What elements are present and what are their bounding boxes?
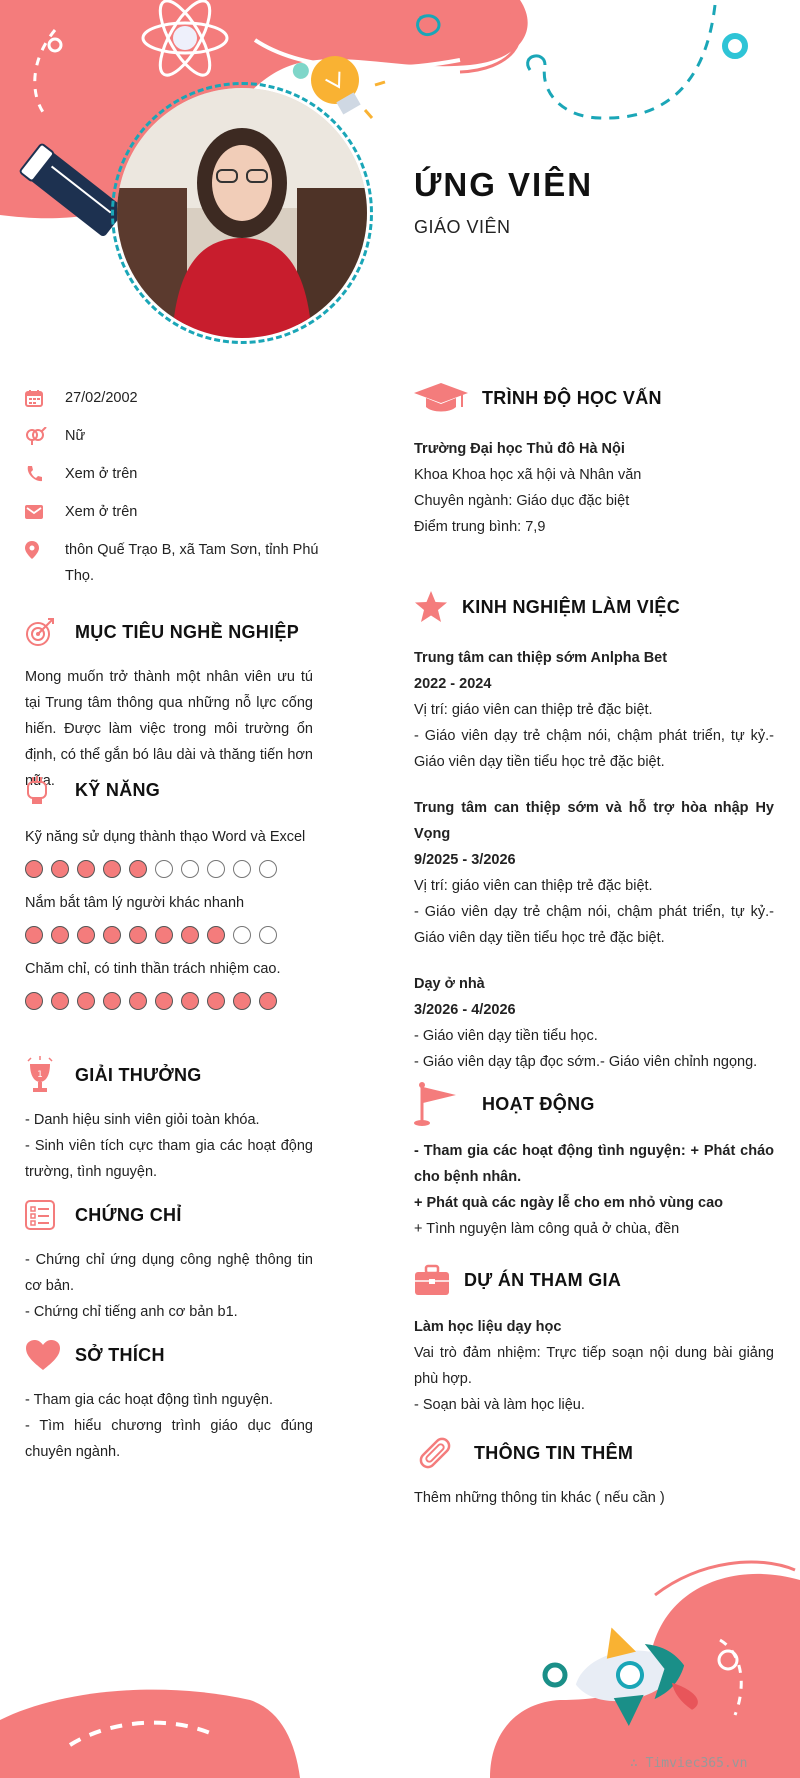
awards-line: - Danh hiệu sinh viên giỏi toàn khóa. <box>25 1112 260 1128</box>
rating-dot-empty <box>207 860 225 878</box>
skill-rating <box>25 860 313 878</box>
rating-dot-filled <box>129 860 147 878</box>
rating-dot-empty <box>233 860 251 878</box>
job-entry <box>414 795 774 951</box>
activities-line: + Phát quà các ngày lễ cho em nhỏ vùng cao <box>414 1195 724 1211</box>
skills-section <box>25 770 313 1022</box>
skill-label: Nắm bắt tâm lý người khác nhanh <box>25 895 245 911</box>
skill-label: Kỹ năng sử dụng thành thạo Word và Excel <box>25 829 306 845</box>
hobbies-line: - Tìm hiểu chương trình giáo dục đúng chuyên ngành. <box>25 1418 313 1460</box>
certificates-title: CHỨNG CHỈ <box>75 1204 182 1225</box>
skill-rating <box>25 992 313 1010</box>
education-section <box>414 378 774 540</box>
briefcase-icon <box>414 1264 464 1296</box>
jobs-list <box>414 645 774 1075</box>
graduation-cap-icon <box>414 381 482 415</box>
rating-dot-filled <box>77 992 95 1010</box>
gender-text: Nữ <box>65 428 86 444</box>
rating-dot-empty <box>233 926 251 944</box>
contact-item-gender <box>25 423 325 449</box>
profile-photo-frame <box>111 82 375 346</box>
skills-title: KỸ NĂNG <box>75 779 161 800</box>
contact-item-birthday <box>25 385 325 411</box>
gender-icon <box>25 423 65 449</box>
target-icon <box>25 617 75 647</box>
location-icon <box>25 537 65 563</box>
objective-title: MỤC TIÊU NGHỀ NGHIỆP <box>75 621 300 642</box>
rating-dot-filled <box>51 992 69 1010</box>
skill-label: Chăm chỉ, có tinh thần trách nhiệm cao. <box>25 961 281 977</box>
job-period: 3/2026 - 4/2026 <box>414 1002 516 1018</box>
certificates-line: - Chứng chỉ ứng dụng công nghệ thông tin cơ bản. <box>25 1252 313 1294</box>
job-entry <box>414 971 774 1075</box>
rating-dot-filled <box>25 860 43 878</box>
skill-rating <box>25 926 313 944</box>
experience-title: KINH NGHIỆM LÀM VIỆC <box>462 596 681 617</box>
avatar <box>117 88 367 338</box>
projects-title: DỰ ÁN THAM GIA <box>464 1269 622 1290</box>
job-period: 9/2025 - 3/2026 <box>414 852 516 868</box>
rating-dot-filled <box>77 860 95 878</box>
hobbies-section <box>25 1335 313 1465</box>
address-text: thôn Quế Trạo B, xã Tam Sơn, tỉnh Phú Thọ. <box>65 542 319 584</box>
activities-title: HOẠT ĐỘNG <box>482 1093 595 1114</box>
rating-dot-filled <box>129 926 147 944</box>
job-description-line: - Giáo viên dạy trẻ chậm nói, chậm phát triển, tự kỷ.- Giáo viên dạy tiền tiểu học trẻ đặc biệt. <box>414 904 774 946</box>
candidate-role: GIÁO VIÊN <box>414 217 511 237</box>
rating-dot-filled <box>181 926 199 944</box>
contact-item-address <box>25 537 325 589</box>
paperclip-icon <box>414 1432 474 1474</box>
fist-icon <box>25 774 75 806</box>
objective-text: Mong muốn trở thành một nhân viên ưu tú tại Trung tâm thông qua những nỗ lực cống hiến. Được làm việc trong môi trường ổn định, có thể gắn bó lâu dài và thăng tiến hơn nữa. <box>25 669 313 789</box>
job-company: Trung tâm can thiệp sớm Anlpha Bet <box>414 650 668 666</box>
rating-dot-filled <box>155 992 173 1010</box>
calendar-icon <box>25 385 65 411</box>
certificates-section <box>25 1195 313 1325</box>
project-name: Làm học liệu dạy học <box>414 1319 562 1335</box>
rating-dot-filled <box>181 992 199 1010</box>
rating-dot-filled <box>103 860 121 878</box>
activities-text <box>414 1138 774 1242</box>
rating-dot-filled <box>233 992 251 1010</box>
site-watermark: ∴ Timviec365.vn <box>630 1756 748 1771</box>
job-description-line: - Giáo viên dạy tập đọc sớm.- Giáo viên chỉnh ngọng. <box>414 1054 758 1070</box>
phone-icon <box>25 461 65 487</box>
job-period: 2022 - 2024 <box>414 676 492 692</box>
certificate-icon <box>25 1200 75 1230</box>
email-icon <box>25 499 65 525</box>
star-icon <box>414 590 462 624</box>
project-line: - Soạn bài và làm học liệu. <box>414 1397 585 1413</box>
flag-icon <box>414 1081 482 1127</box>
project-line: Vai trò đảm nhiệm: Trực tiếp soạn nội dung bài giảng phù hợp. <box>414 1345 774 1387</box>
rating-dot-filled <box>103 992 121 1010</box>
job-description-line: - Giáo viên dạy trẻ chậm nói, chậm phát triển, tự kỷ.- Giáo viên dạy tiền tiểu học trẻ đặc biệt. <box>414 728 774 770</box>
job-description-line: Vị trí: giáo viên can thiệp trẻ đặc biệt. <box>414 878 653 894</box>
hobbies-text <box>25 1387 313 1465</box>
awards-title: GIẢI THƯỞNG <box>75 1064 202 1085</box>
rating-dot-filled <box>207 926 225 944</box>
activities-line: - Tham gia các hoạt động tình nguyện: + Phát cháo cho bệnh nhân. <box>414 1143 774 1185</box>
rating-dot-empty <box>259 926 277 944</box>
extra-info-text: Thêm những thông tin khác ( nếu cần ) <box>414 1490 665 1506</box>
rating-dot-filled <box>51 926 69 944</box>
education-title: TRÌNH ĐỘ HỌC VẤN <box>482 387 662 408</box>
rating-dot-filled <box>103 926 121 944</box>
rating-dot-empty <box>155 860 173 878</box>
email-text: Xem ở trên <box>65 504 138 520</box>
heart-icon <box>25 1339 75 1371</box>
rating-dot-filled <box>25 926 43 944</box>
job-description-line: - Giáo viên dạy tiền tiểu học. <box>414 1028 598 1044</box>
skills-list <box>25 824 313 1010</box>
contact-info <box>25 385 325 601</box>
rating-dot-empty <box>259 860 277 878</box>
projects-section <box>414 1260 774 1418</box>
objective-section <box>25 612 313 794</box>
contact-item-email <box>25 499 325 525</box>
contact-item-phone <box>25 461 325 487</box>
certificates-text <box>25 1247 313 1325</box>
rating-dot-filled <box>207 992 225 1010</box>
awards-text <box>25 1107 313 1185</box>
trophy-icon <box>25 1056 75 1094</box>
rating-dot-filled <box>77 926 95 944</box>
education-school: Trường Đại học Thủ đô Hà Nội <box>414 441 625 457</box>
candidate-name: ỨNG VIÊN <box>414 166 594 203</box>
job-company: Dạy ở nhà <box>414 976 485 992</box>
certificates-line: - Chứng chỉ tiếng anh cơ bản b1. <box>25 1304 238 1320</box>
extra-info-section <box>414 1433 774 1511</box>
phone-text: Xem ở trên <box>65 466 138 482</box>
job-entry <box>414 645 774 775</box>
hobbies-title: SỞ THÍCH <box>75 1344 165 1365</box>
rating-dot-filled <box>51 860 69 878</box>
education-line: Khoa Khoa học xã hội và Nhân văn <box>414 467 642 483</box>
svg-text:1: 1 <box>37 1070 43 1080</box>
experience-section <box>414 587 774 1095</box>
education-line: Chuyên ngành: Giáo dục đặc biệt <box>414 493 630 509</box>
rating-dot-filled <box>25 992 43 1010</box>
job-company: Trung tâm can thiệp sớm và hỗ trợ hòa nhập Hy Vọng <box>414 800 774 842</box>
education-details <box>414 436 774 540</box>
awards-line: - Sinh viên tích cực tham gia các hoạt động trường, tình nguyện. <box>25 1138 313 1180</box>
projects-text <box>414 1314 774 1418</box>
activities-section <box>414 1084 774 1242</box>
rating-dot-filled <box>155 926 173 944</box>
job-description-line: Vị trí: giáo viên can thiệp trẻ đặc biệt. <box>414 702 653 718</box>
activities-line: + Tình nguyện làm công quả ở chùa, đền <box>414 1221 680 1237</box>
extra-info-title: THÔNG TIN THÊM <box>474 1442 634 1463</box>
rating-dot-filled <box>129 992 147 1010</box>
birthday-text: 27/02/2002 <box>65 390 138 406</box>
awards-section <box>25 1055 313 1185</box>
rating-dot-filled <box>259 992 277 1010</box>
education-line: Điểm trung bình: 7,9 <box>414 519 546 535</box>
hobbies-line: - Tham gia các hoạt động tình nguyện. <box>25 1392 274 1408</box>
rating-dot-empty <box>181 860 199 878</box>
